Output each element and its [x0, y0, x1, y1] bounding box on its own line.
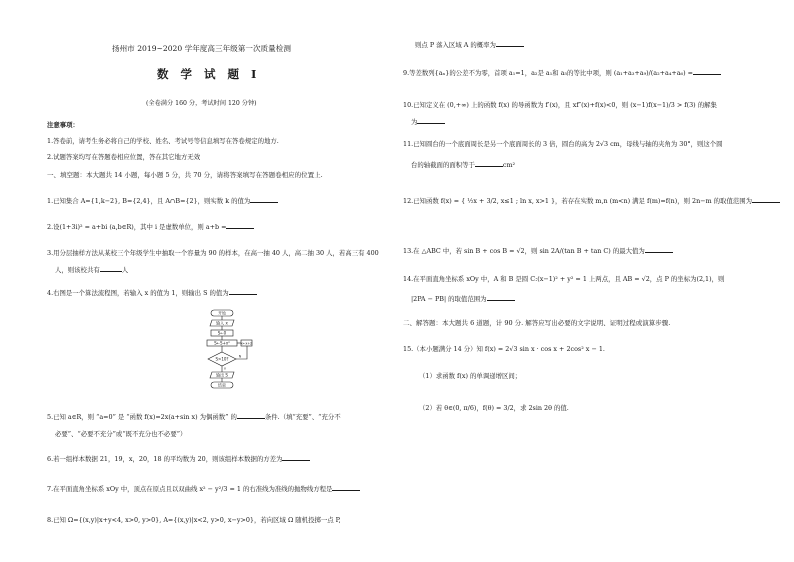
notice-label: 注意事项：	[47, 121, 79, 129]
question-7: 7.在平面直角坐标系 xOy 中，顶点在原点且以双曲线 x² − y²/3 = 1 的右准线为准线的抛物线方程是	[47, 484, 360, 493]
notice-item: 1.答卷前，请考生务必将自己的学校、姓名、考试号等信息填写在答卷规定的地方.	[47, 137, 279, 145]
flow-update-label: S←S+x²	[214, 340, 230, 346]
flow-end-label: 结束	[218, 382, 226, 388]
section-heading-2: 二、解答题：本大题共 6 道题，计 90 分. 解答应写出必要的文字说明、证明过程或演算步骤.	[403, 319, 671, 327]
flowchart	[197, 308, 253, 408]
flow-increment-label: x←x+2	[240, 341, 253, 346]
question-12: 12.已知函数 f(x) = { ½x + 3/2, x≤1 ; ln x, x>1 }，若存在实数 m,n (m<n) 满足 f(m)=f(n)，则 2n−m 的取值范围为	[403, 196, 780, 205]
question-15-part2: （2）若 θ∈(0, π/6)，f(θ) = 3/2，求 2sin 2θ 的值.	[419, 404, 569, 412]
question-11: 11.已知圆台的一个底面周长是另一个底面周长的 3 倍，圆台的高为 2√3 cm，母线与轴的夹角为 30°，则这个圆	[403, 140, 723, 148]
question-10: 10.已知定义在 (0,+∞) 上的函数 f(x) 的导函数为 f′(x)，且 xf″(x)+f(x)<0，则 (x−1)f(x−1)/3 > f(3) 的解集	[403, 101, 717, 109]
question-2: 2.设(1+3i)² = a+bi (a,b∈R)，其中 i 是虚数单位，则 a+b =	[47, 222, 254, 231]
question-13: 13.在 △ABC 中，若 sin B + cos B = √2，则 sin 2A/(tan B + tan C) 的最大值为	[403, 246, 673, 255]
question-14-cont: |2PA − PB| 的取值范围为	[411, 294, 515, 303]
flow-yes-label: Y	[224, 367, 226, 371]
flow-no-label: N	[238, 354, 242, 359]
question-9: 9.等差数列{aₙ}的公差不为零，首项 a₁=1，a₂是 a₁和 a₅的等比中项，则 (a₁+a₃+a₉)/(a₂+a₄+a₆) =	[403, 68, 721, 77]
question-4: 4.右图是一个算法流程图，若输入 x 的值为 1，则输出 S 的值为	[47, 288, 257, 297]
flow-output-label: 输出 S	[216, 372, 228, 378]
question-15-part1: （1）求函数 f(x) 的单调递增区间；	[419, 372, 522, 380]
question-10-cont: 为	[411, 117, 445, 126]
section-heading: 一、填空题：本大题共 14 小题，每小题 5 分，共 70 分，请将答案填写在答题卷相应的位置上.	[47, 171, 323, 179]
question-8: 8.已知 Ω={(x,y)|x+y<4, x>0, y>0}, A={(x,y)|x<2, y>0, x−y>0}，若向区域 Ω 随机投掷一点 P,	[47, 516, 341, 524]
flow-start-label: 开始	[218, 310, 226, 316]
question-5-cont: 必要”、“必要不充分”或“既不充分也不必要”）	[55, 430, 187, 438]
question-3-cont: 人，则该校共有 人	[55, 266, 129, 274]
question-15: 15.（本小题满分 14 分）知 f(x) = 2√3 sin x · cos x + 2cos² x − 1.	[403, 345, 605, 353]
flow-init-label: S←0	[217, 330, 227, 336]
question-5: 5.已知 a∈R，则 “a=0” 是 “函数 f(x)=2x(a+sin x) 为偶函数” 的 条件.（填“充要”、“充分不	[47, 413, 341, 421]
paper-subtitle: (全卷满分 160 分，考试时间 120 分钟)	[146, 100, 257, 107]
flow-input-label: 输入 x	[216, 320, 228, 326]
question-1: 1.已知集合 A={1,k−2}, B={2,4}，且 A∩B={2}，则实数 k 的值为	[47, 196, 278, 205]
notice-item: 2.试题答案均写在答题卷相应位置，答在其它地方无效	[47, 153, 201, 161]
question-6: 6.若一组样本数据 21，19，x，20，18 的平均数为 20，则该组样本数据的方差为	[47, 454, 310, 463]
exam-header: 扬州市 2019~2020 学年度高三年级第一次质量检测	[112, 44, 291, 53]
flow-decision-label: S>10?	[215, 356, 229, 362]
paper-title: 数 学 试 题 Ⅰ	[157, 67, 261, 81]
question-11-cont: 台的轴截面的面积等于 cm²	[411, 161, 516, 169]
question-8-cont: 则点 P 落入区域 A 的概率为	[415, 40, 524, 49]
question-3: 3.用分层抽样方法从某校三个年级学生中抽取一个容量为 90 的样本，在高一抽 40 人，高二抽 30 人，若高三有 400	[47, 249, 379, 257]
question-14: 14.在平面直角坐标系 xOy 中，A 和 B 是圆 C:(x−1)² + y² = 1 上两点，且 AB = √2，点 P 的坐标为(2,1)，则	[403, 275, 725, 283]
